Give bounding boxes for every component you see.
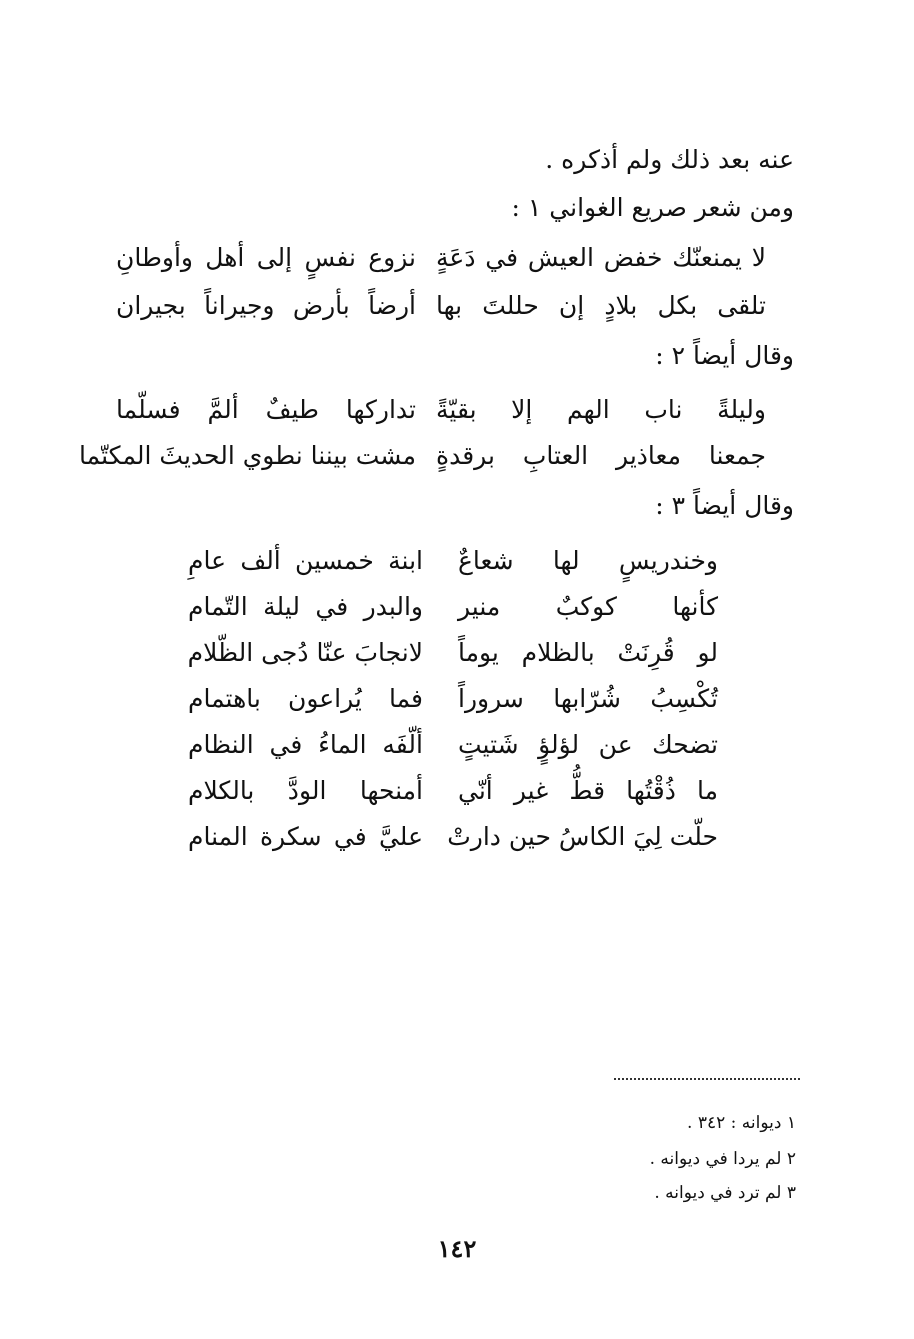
first-hemistich: كأنها كوكبٌ منير — [458, 592, 718, 621]
second-hemistich: عليَّ في سكرة المنام — [188, 822, 423, 851]
second-hemistich: والبدر في ليلة التّمام — [188, 592, 423, 621]
couplet — [116, 390, 766, 430]
couplet — [188, 586, 718, 628]
couplet — [188, 540, 718, 582]
poem-intro: ومن شعر صريع الغواني ١ : — [511, 193, 794, 222]
poem-intro: وقال أيضاً ٢ : — [655, 341, 794, 370]
couplet — [188, 678, 718, 720]
first-hemistich: حلّت لِيَ الكاسُ حين دارتْ — [447, 822, 718, 851]
first-hemistich: جمعنا معاذير العتابِ برقدةٍ — [436, 441, 766, 470]
first-hemistich: تلقى بكل بلادٍ إن حللتَ بها — [436, 291, 766, 320]
second-hemistich: أرضاً بأرض وجيراناً بجيران — [116, 291, 416, 320]
second-hemistich: نزوع نفسٍ إلى أهل وأوطانِ — [116, 243, 416, 272]
page-number: ١٤٢ — [437, 1234, 477, 1263]
footnote: ٣ لم ترد في ديوانه . — [654, 1183, 796, 1203]
couplet — [188, 724, 718, 766]
footnote: ١ ديوانه : ٣٤٢ . — [687, 1113, 796, 1133]
second-hemistich: مشت بيننا نطوي الحديثَ المكتّما — [79, 441, 416, 470]
first-hemistich: ما ذُقْتُها قطُّ غير أنّي — [458, 776, 718, 805]
first-hemistich: تضحك عن لؤلؤٍ شَتيتٍ — [458, 730, 718, 759]
second-hemistich: ألّفَه الماءُ في النظام — [188, 730, 423, 759]
couplet — [188, 632, 718, 674]
first-hemistich: وخندريسٍ لها شعاعٌ — [458, 546, 718, 575]
couplet — [79, 436, 766, 476]
first-hemistich: تُكْسِبُ شُرّابها سروراً — [458, 684, 718, 713]
footnote: ٢ لم يردا في ديوانه . — [649, 1149, 796, 1169]
second-hemistich: ابنة خمسين ألف عامِ — [188, 546, 423, 575]
first-hemistich: لو قُرِنَتْ بالظلام يوماً — [458, 638, 718, 667]
footnote-separator — [614, 1078, 800, 1080]
second-hemistich: أمنحها الودَّ بالكلام — [188, 776, 423, 805]
couplet — [188, 770, 718, 812]
first-hemistich: لا يمنعنّك خفض العيش في دَعَةٍ — [436, 243, 766, 272]
first-hemistich: وليلةً ناب الهم إلا بقيّةً — [436, 395, 766, 424]
prose-line: عنه بعد ذلك ولم أذكره . — [545, 145, 794, 174]
second-hemistich: فما يُراعون باهتمام — [188, 684, 423, 713]
second-hemistich: تداركها طيفٌ ألمَّ فسلّما — [116, 395, 416, 424]
couplet — [188, 816, 718, 858]
poem-intro: وقال أيضاً ٣ : — [655, 491, 794, 520]
couplet — [116, 286, 766, 326]
couplet — [116, 238, 766, 278]
second-hemistich: لانجابَ عنّا دُجى الظّلام — [187, 638, 423, 667]
